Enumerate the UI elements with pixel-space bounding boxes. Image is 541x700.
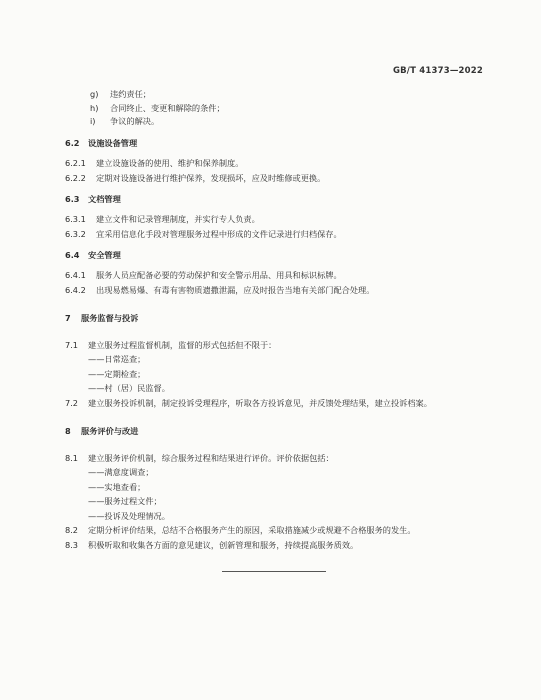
clause-text: 建立设施设备的使用、维护和保养制度。 (96, 158, 244, 168)
dash-item-text: ——服务过程文件； (88, 496, 162, 506)
clause-text: 定期对设施设备进行维护保养，发现损坏，应及时维修或更换。 (96, 173, 326, 183)
clause-text: 出现易燃易爆、有毒有害物质遗撒泄漏，应及时报告当地有关部门配合处理。 (96, 285, 375, 295)
dash-item (88, 496, 162, 507)
clause-number: 6.3.1 (65, 214, 86, 224)
clause-6-3-1 (65, 214, 260, 225)
clause-number: 8.3 (65, 540, 79, 550)
clause-6-2-2 (65, 173, 325, 184)
clause-6-3-2 (65, 229, 342, 240)
clause-6-4-1 (65, 270, 342, 281)
dash-item-text: ——定期检查； (88, 369, 146, 379)
dash-item-text: ——实地查看； (88, 482, 146, 492)
section-heading-6-4 (65, 250, 121, 261)
item-marker: i) (90, 116, 96, 126)
clause-number: 6.4.2 (65, 285, 86, 295)
item-marker: g) (90, 89, 99, 99)
list-item-g (90, 89, 151, 100)
clause-7-2 (65, 398, 432, 409)
clause-7-1 (65, 340, 276, 351)
chapter-title: 服务监督与投诉 (81, 313, 139, 323)
dash-item-text: ——日常巡查； (88, 354, 146, 364)
section-heading-6-2 (65, 138, 137, 149)
dash-item-text: ——投诉及处理情况。 (88, 511, 170, 521)
list-item-i (90, 116, 159, 127)
chapter-heading-7 (65, 313, 138, 324)
clause-text: 建立服务过程监督机制，监督的形式包括但不限于： (88, 340, 277, 350)
section-title: 文档管理 (88, 194, 121, 204)
clause-8-2 (65, 525, 416, 536)
dash-item (88, 482, 145, 493)
dash-item (88, 354, 145, 365)
clause-6-4-2 (65, 285, 374, 296)
clause-text: 服务人员应配备必要的劳动保护和安全警示用品、用具和标识标牌。 (96, 270, 342, 280)
chapter-number: 7 (65, 313, 71, 323)
clause-text: 建立服务评价机制，综合服务过程和结果进行评价。评价依据包括： (88, 453, 334, 463)
clause-8-1 (65, 453, 334, 464)
clause-text: 积极听取和收集各方面的意见建议，创新管理和服务，持续提高服务质效。 (88, 540, 359, 550)
section-title: 安全管理 (88, 250, 121, 260)
item-text: 争议的解决。 (110, 116, 160, 126)
dash-item (88, 511, 170, 522)
clause-6-2-1 (65, 158, 243, 169)
item-text: 合同终止、变更和解除的条件； (110, 103, 225, 113)
chapter-title: 服务评价与改进 (81, 426, 139, 436)
clause-number: 7.1 (65, 340, 79, 350)
clause-number: 8.1 (65, 453, 79, 463)
dash-item-text: ——村（居）民监督。 (88, 383, 170, 393)
dash-item (88, 383, 170, 394)
clause-text: 建立服务投诉机制，制定投诉受理程序，听取各方投诉意见，并反馈处理结果，建立投诉档案。 (88, 398, 432, 408)
section-number: 6.3 (65, 194, 80, 204)
clause-number: 7.2 (65, 398, 79, 408)
clause-number: 6.3.2 (65, 229, 86, 239)
section-number: 6.2 (65, 138, 80, 148)
end-of-document-rule (222, 571, 326, 572)
list-item-h (90, 103, 225, 114)
standard-code: GB/T 41373—2022 (392, 66, 483, 76)
clause-text: 定期分析评价结果，总结不合格服务产生的原因，采取措施减少或规避不合格服务的发生。 (88, 525, 416, 535)
dash-item-text: ——满意度调查； (88, 467, 154, 477)
clause-8-3 (65, 540, 358, 551)
item-marker: h) (90, 103, 99, 113)
dash-item (88, 369, 145, 380)
dash-item (88, 467, 154, 478)
clause-number: 6.2.1 (65, 158, 86, 168)
section-title: 设施设备管理 (88, 138, 138, 148)
item-text: 违约责任； (110, 89, 151, 99)
clause-number: 6.2.2 (65, 173, 86, 183)
chapter-number: 8 (65, 426, 71, 436)
section-number: 6.4 (65, 250, 80, 260)
clause-text: 宜采用信息化手段对管理服务过程中形成的文件记录进行归档保存。 (96, 229, 342, 239)
clause-number: 6.4.1 (65, 270, 86, 280)
section-heading-6-3 (65, 194, 121, 205)
clause-number: 8.2 (65, 525, 79, 535)
chapter-heading-8 (65, 426, 138, 437)
clause-text: 建立文件和记录管理制度，并实行专人负责。 (96, 214, 260, 224)
